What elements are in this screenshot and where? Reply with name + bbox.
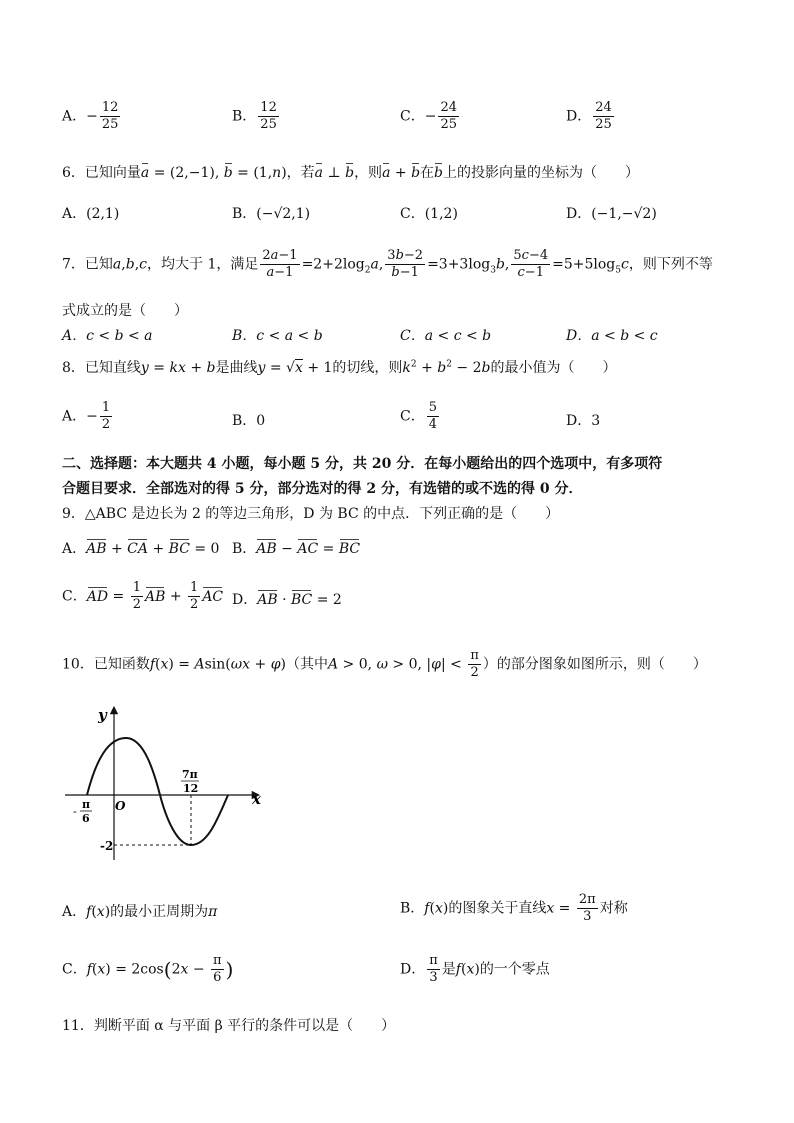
q7-option-a: A．c < b < a xyxy=(62,328,153,344)
tick-7pi-den: 12 xyxy=(183,782,199,795)
q10-stem: 10．已知函数f(x) = Asin(ωx + φ)（其中A > 0, ω > 0, |φ| < $\frac{\pi}{2}$ ）的部分图象如图所示，则（ ） xyxy=(62,648,707,680)
minus-pi6-num: π xyxy=(82,798,91,811)
q6-option-a: A．(2,1) xyxy=(62,206,120,222)
y-axis-label: y xyxy=(98,706,107,724)
q6-option-b: B．(−√2,1) xyxy=(232,206,311,222)
sine-graph xyxy=(60,700,275,865)
q7-option-b: B．c < a < b xyxy=(232,328,323,344)
q11-stem: 11．判断平面 α 与平面 β 平行的条件可以是（ ） xyxy=(62,1018,396,1034)
origin-label: O xyxy=(115,799,126,813)
q8-option-c: C． $\frac{5}{4}$ xyxy=(400,400,437,432)
q5-option-d: D． $\frac{24}{25}$ xyxy=(566,100,612,132)
q10-option-b: B．f(x)的图象关于直线x = $\frac{2\pi}{3}$ 对称 xyxy=(400,892,628,924)
q8-option-a: A．− $\frac{1}{2}$ xyxy=(62,400,111,432)
sine-curve xyxy=(87,738,228,845)
q6-option-d: D．(−1,−√2) xyxy=(566,206,657,222)
q7-stem: 7．已知a,b,c，均大于 1，满足 $\frac{2a-1}{a-1}$ $=2+2\log_2a$, $\frac{3b-2}{b-1}$ $=3+3\log_3b$, $\frac{5c-4}{c-1}$ $=5+5\log_5c$，则下列不等 xyxy=(62,248,713,280)
section2-heading-line1: 二、选择题：本大题共 4 小题，每小题 5 分，共 20 分．在每小题给出的四个选项中，有多项符 xyxy=(62,456,663,472)
q5-option-a: A．− $\frac{12}{25}$ xyxy=(62,100,119,132)
tick-7pi-num: 7π xyxy=(182,768,198,781)
q7-stem-line2: 式成立的是（ ） xyxy=(62,303,188,319)
q7-option-c: C．a < c < b xyxy=(400,328,492,344)
q6-option-c: C．(1,2) xyxy=(400,206,458,222)
q8-option-b: B．0 xyxy=(232,413,266,429)
q9-option-d: D．AB · BC = 2 xyxy=(232,592,342,608)
q10-option-c: C．f(x) = 2cos(2x − $\frac{\pi}{6}$ ) xyxy=(62,953,234,985)
min-value-label: -2 xyxy=(100,839,114,853)
q5-option-c: C．− $\frac{24}{25}$ xyxy=(400,100,457,132)
minus-pi6-den: 6 xyxy=(82,812,90,825)
q8-option-d: D．3 xyxy=(566,413,601,429)
q10-option-d: D． $\frac{\pi}{3}$ 是f(x)的一个零点 xyxy=(400,953,550,985)
x-axis-label: x xyxy=(252,790,261,808)
q10-option-a: A．f(x)的最小正周期为π xyxy=(62,904,218,920)
q6-stem: 6．已知向量a = (2,−1), b = (1,n)，若a ⊥ b，则a + b在b上的投影向量的坐标为（ ） xyxy=(62,165,639,181)
minus-pi6-sign: - xyxy=(73,805,77,818)
section2-heading-line2: 合题目要求．全部选对的得 5 分，部分选对的得 2 分，有选错的或不选的得 0 分． xyxy=(62,481,583,497)
q9-option-c: C．AD = $\frac{1}{2}$ AB + $\frac{1}{2}$ AC xyxy=(62,580,224,612)
q5-option-b: B． $\frac{12}{25}$ xyxy=(232,100,277,132)
q9-option-b: B．AB − AC = BC xyxy=(232,541,361,557)
q7-option-d: D．a < b < c xyxy=(566,328,658,344)
q8-stem: 8．已知直线y = kx + b是曲线y = √x + 1的切线，则$k^2 + b^2 - 2b$的最小值为（ ） xyxy=(62,359,617,376)
q9-option-a: A．AB + CA + BC = 0 xyxy=(62,541,220,557)
q9-stem: 9．△ABC 是边长为 2 的等边三角形，D 为 BC 的中点．下列正确的是（ ） xyxy=(62,506,560,522)
